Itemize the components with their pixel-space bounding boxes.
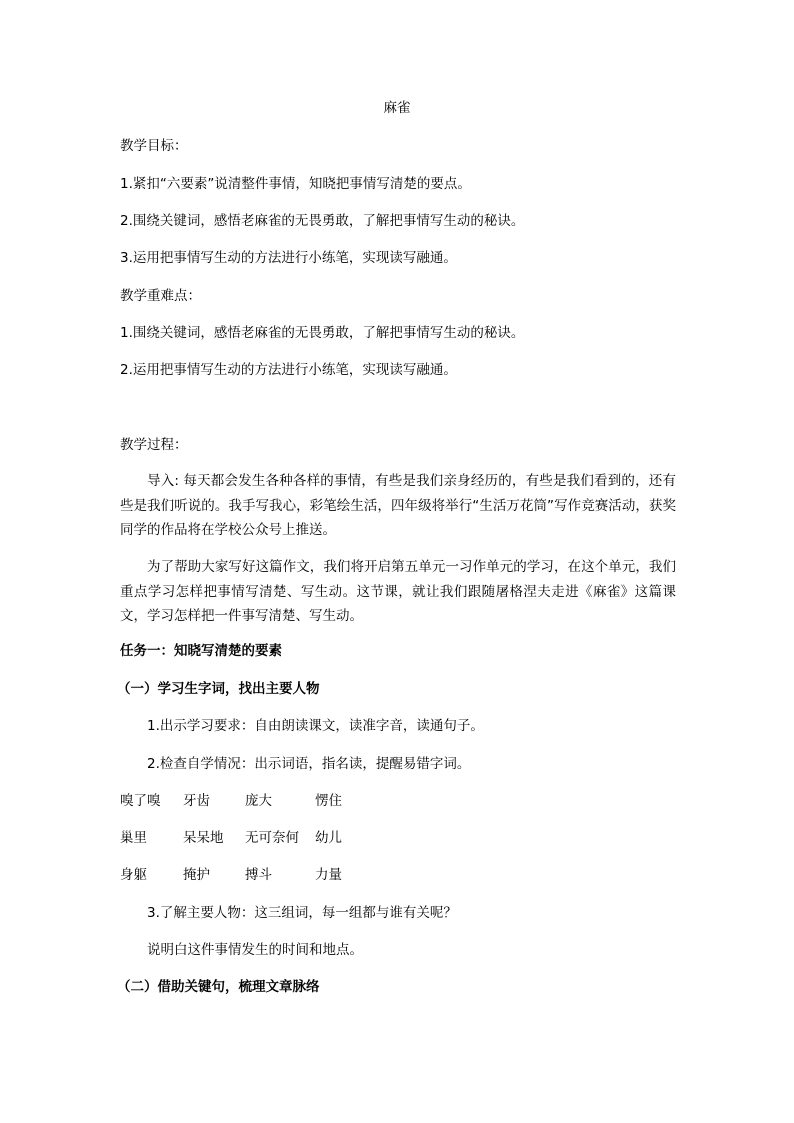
key-point-item-1: 1.围绕关键词，感悟老麻雀的无畏勇敢，了解把事情写生动的秘诀。 bbox=[120, 325, 525, 341]
vocab-word: 力量 bbox=[315, 867, 342, 883]
vocab-word: 身躯 bbox=[120, 867, 147, 883]
document-title: 麻雀 bbox=[383, 100, 411, 116]
vocab-row bbox=[120, 792, 420, 810]
objective-item-3: 3.运用把事情写生动的方法进行小练笔，实现读写融通。 bbox=[120, 250, 457, 266]
vocab-word: 嗅了嗅 bbox=[120, 793, 161, 809]
step-three-note: 说明白这件事情发生的时间和地点。 bbox=[147, 942, 363, 958]
vocab-word: 幼儿 bbox=[315, 830, 342, 846]
section-two-heading: （二）借助关键句，梳理文章脉络 bbox=[117, 979, 320, 995]
key-point-item-2: 2.运用把事情写生动的方法进行小练笔，实现读写融通。 bbox=[120, 362, 457, 378]
vocab-row bbox=[120, 866, 420, 884]
vocab-word: 牙齿 bbox=[183, 793, 210, 809]
vocab-word: 庞大 bbox=[245, 793, 272, 809]
section-one-heading: （一）学习生字词，找出主要人物 bbox=[117, 681, 320, 697]
task-one-heading: 任务一：知晓写清楚的要素 bbox=[120, 643, 282, 659]
intro-paragraph: 导入: 每天都会发生各种各样的事情，有些是我们亲身经历的，有些是我们看到的，还有些是我们听说的。我手写我心，彩笔绘生活，四年级将举行“生活万花筒”写作竞赛活动，获奖同学的作品将在学校公众号上推送。 bbox=[120, 473, 676, 538]
step-two: 2.检查自学情况：出示词语，指名读，提醒易错字词。 bbox=[147, 756, 471, 772]
process-heading: 教学过程： bbox=[120, 437, 188, 453]
vocab-word: 愣住 bbox=[315, 793, 342, 809]
objective-item-1: 1.紧扣“六要素”说清整件事情，知晓把事情写清楚的要点。 bbox=[120, 176, 471, 192]
objective-item-2: 2.围绕关键词，感悟老麻雀的无畏勇敢，了解把事情写生动的秘诀。 bbox=[120, 213, 525, 229]
vocab-word: 无可奈何 bbox=[245, 830, 299, 846]
key-points-heading: 教学重难点： bbox=[120, 288, 201, 304]
vocab-word: 巢里 bbox=[120, 830, 147, 846]
unit-paragraph: 为了帮助大家写好这篇作文，我们将开启第五单元一习作单元的学习，在这个单元，我们重点学习怎样把事情写清楚、写生动。这节课，就让我们跟随屠格涅夫走进《麻雀》这篇课文，学习怎样把一件事写清楚、写生动。 bbox=[120, 559, 676, 624]
vocab-word: 搏斗 bbox=[245, 867, 272, 883]
vocab-row bbox=[120, 829, 420, 847]
step-three: 3.了解主要人物：这三组词，每一组都与谁有关呢？ bbox=[147, 905, 457, 921]
vocab-word: 掩护 bbox=[183, 867, 210, 883]
objectives-heading: 教学目标： bbox=[120, 138, 188, 154]
vocab-word: 呆呆地 bbox=[183, 830, 224, 846]
step-one: 1.出示学习要求：自由朗读课文，读准字音，读通句子。 bbox=[147, 718, 484, 734]
